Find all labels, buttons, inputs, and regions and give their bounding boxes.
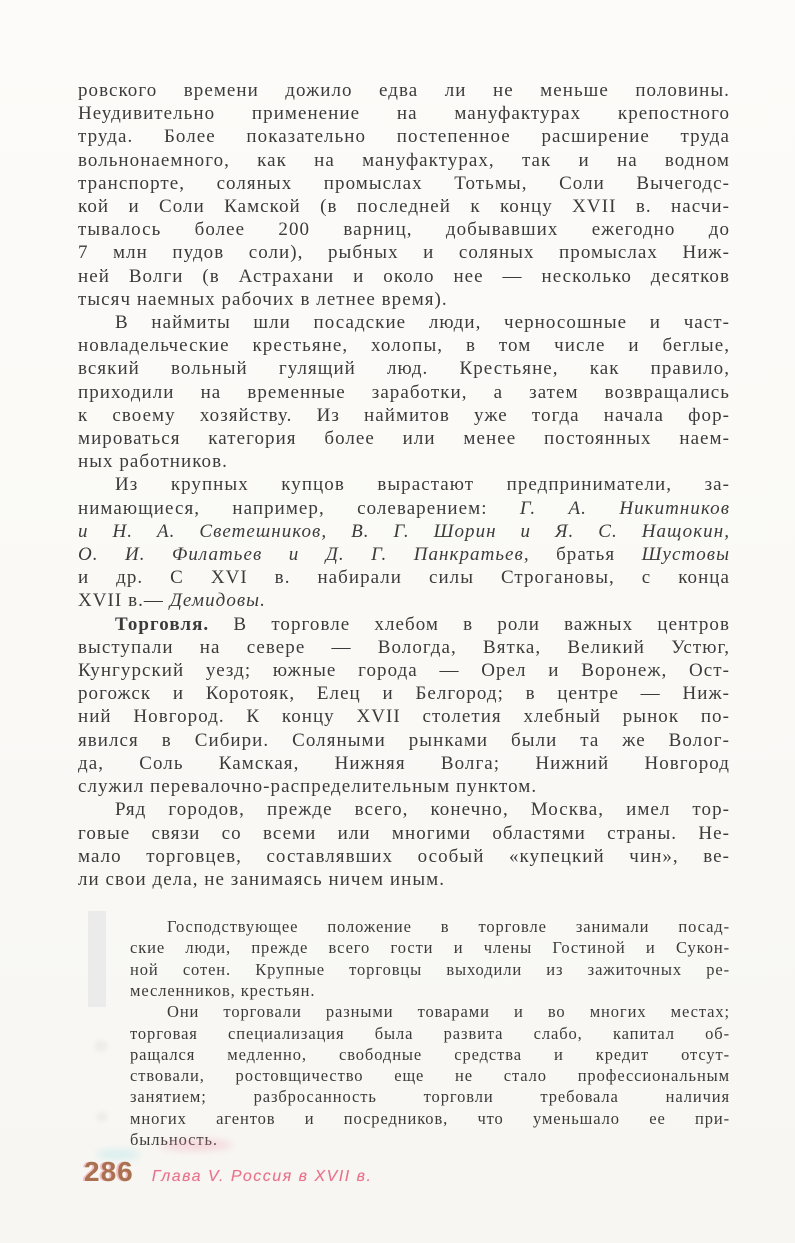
text-run: труда. Более показательно постепенное расширение труда (78, 126, 730, 148)
text-line (78, 218, 730, 241)
text-line (78, 172, 730, 195)
text-run: всякий вольный гулящий люд. Крестьяне, как правило, (78, 358, 730, 380)
text-run: ной сотен. Крупные торговцы выходили из зажиточных ре- (130, 959, 730, 979)
text-run: быльность. (130, 1130, 218, 1150)
text-run: кой и Соли Камской (в последней к концу XVII в. насчи- (78, 196, 730, 218)
text-run: Они торговали разными товарами и во многих местах; (167, 1002, 730, 1022)
body-paragraph (78, 798, 730, 891)
text-line (78, 79, 730, 102)
text-run: занятием; разбросанность торговли требовала наличия (130, 1087, 730, 1107)
text-line (78, 868, 730, 891)
text-run: ращался медленно, свободные средства и кредит отсут- (130, 1044, 730, 1064)
text-line (78, 149, 730, 172)
text-line (130, 959, 730, 980)
bold-run-in-heading: Торговля. (115, 613, 210, 635)
text-run: тывалось более 200 варниц, добывавших ежегодно до (78, 219, 730, 241)
text-line (78, 241, 730, 264)
text-line (78, 543, 730, 566)
text-line (78, 775, 730, 798)
text-run: явился в Сибири. Соляными рынками были та же Волог- (78, 729, 730, 751)
italic-name-run: Демидовы. (169, 590, 266, 612)
text-run: транспорте, соляных промыслах Тотьмы, Соли Вычегодс- (78, 172, 730, 194)
text-line (130, 1086, 730, 1107)
body-paragraph (78, 473, 730, 612)
italic-name-run: Шустовы (641, 544, 730, 566)
text-line (78, 589, 730, 612)
text-run: тысяч наемных рабочих в летнее время). (78, 288, 448, 310)
text-run: Кунгурский уезд; южные города — Орел и Воронеж, Ост- (78, 660, 730, 682)
text-run: XVII в.— (78, 590, 170, 612)
text-line (78, 450, 730, 473)
text-run: месленников, крестьян. (130, 981, 316, 1000)
text-line (78, 798, 730, 821)
text-run: ней Волги (в Астрахани и около нее — несколько десятков (78, 265, 730, 287)
text-line (78, 381, 730, 404)
text-line (78, 636, 730, 659)
text-run: нимающиеся, например, солеварением: (78, 497, 520, 519)
italic-name-run: О. И. Филатьев и Д. Г. Панкратьев, (78, 544, 530, 566)
text-run: ствовали, ростовщичество еще не стало профессиональным (130, 1066, 730, 1086)
text-line (130, 980, 730, 1001)
page-footer (84, 1156, 372, 1188)
text-line (78, 822, 730, 845)
chapter-title: Глава V. Россия в XVII в. (151, 1168, 373, 1185)
text-line (130, 1001, 730, 1022)
text-line (78, 125, 730, 148)
text-line (78, 473, 730, 496)
text-line (78, 566, 730, 589)
text-run: ровского времени дожило едва ли не меньше половины. (78, 80, 730, 101)
text-line (130, 1065, 730, 1086)
scan-artifact-pink (160, 1140, 232, 1150)
text-line (130, 937, 730, 958)
text-line (78, 102, 730, 125)
text-run: Из крупных купцов вырастают предприниматели, за- (115, 474, 730, 496)
text-column (78, 79, 730, 1150)
text-run: вольнонаемного, как на мануфактурах, так и на водном (78, 149, 730, 171)
body-paragraph (78, 79, 730, 311)
body-paragraph (78, 311, 730, 473)
text-run: приходили на временные заработки, а затем возвращались (78, 381, 730, 403)
text-line (130, 1023, 730, 1044)
italic-name-run: Г. А. Никитников (519, 497, 731, 519)
text-run: мироваться категория более или менее постоянных наем- (78, 428, 730, 450)
text-run: Неудивительно применение на мануфактурах крепостного (78, 103, 730, 125)
body-paragraph (78, 613, 730, 799)
text-run: ний Новгород. К концу XVII столетия хлебный рынок по- (78, 706, 730, 728)
text-line (130, 916, 730, 937)
text-line (78, 752, 730, 775)
text-run: братья (529, 544, 642, 566)
text-line (78, 659, 730, 682)
fine-print-paragraph (130, 1001, 730, 1150)
text-line (78, 682, 730, 705)
text-run: В торговле хлебом в роли важных центров (209, 613, 730, 635)
text-run: ных работников. (78, 451, 228, 473)
text-run: ские люди, прежде всего гости и члены Гостиной и Сукон- (130, 938, 730, 958)
text-run: Ряд городов, прежде всего, конечно, Москва, имел тор- (115, 799, 730, 821)
text-line (130, 1108, 730, 1129)
text-line (78, 427, 730, 450)
text-run: многих агентов и посредников, что уменьшало ее при- (130, 1108, 730, 1128)
text-run: торговая специализация была развита слабо, капитал об- (130, 1023, 730, 1043)
text-line (78, 497, 730, 520)
text-line (78, 729, 730, 752)
text-run: к своему хозяйству. Из наймитов уже тогда начала фор- (78, 404, 730, 426)
text-line (78, 705, 730, 728)
text-line (130, 1044, 730, 1065)
text-run: Господствующее положение в торговле занимали посад- (167, 917, 730, 937)
text-line (78, 520, 730, 543)
scan-artifact-grey-1 (94, 1040, 108, 1052)
text-run: новладельческие крестьяне, холопы, в том числе и беглые, (78, 335, 730, 357)
text-run: В наймиты шли посадские люди, черносошные и част- (115, 312, 730, 334)
text-run: и др. С XVI в. набирали силы Строгановы, с конца (78, 567, 730, 589)
text-run: выступали на севере — Вологда, Вятка, Великий Устюг, (78, 636, 730, 658)
text-run: рогожск и Коротояк, Елец и Белгород; в центре — Ниж- (78, 683, 730, 705)
italic-name-run: и Н. А. Светешников, В. Г. Шорин и Я. С. Нащокин, (78, 520, 730, 542)
text-run: служил перевалочно-распределительным пунктом. (78, 776, 538, 798)
text-line (78, 265, 730, 288)
text-run: ли свои дела, не занимаясь ничем иным. (78, 868, 446, 890)
text-run: да, Соль Камская, Нижняя Волга; Нижний Новгород (78, 752, 730, 774)
text-line (78, 613, 730, 636)
text-run: говые связи со всеми или многими областями страны. Не- (78, 822, 730, 844)
text-line (78, 288, 730, 311)
fine-print-paragraph (130, 916, 730, 1001)
text-run: 7 млн пудов соли), рыбных и соляных промыслах Ниж- (78, 242, 730, 264)
text-line (78, 404, 730, 427)
page-number: 286 (84, 1156, 134, 1187)
text-line (78, 334, 730, 357)
fine-print-margin-bar (88, 911, 106, 1007)
text-line (78, 357, 730, 380)
text-run: мало торговцев, составлявших особый «купецкий чин», ве- (78, 845, 730, 867)
text-line (78, 311, 730, 334)
text-line (78, 195, 730, 218)
text-line (78, 845, 730, 868)
scan-artifact-grey-2 (96, 1112, 108, 1122)
